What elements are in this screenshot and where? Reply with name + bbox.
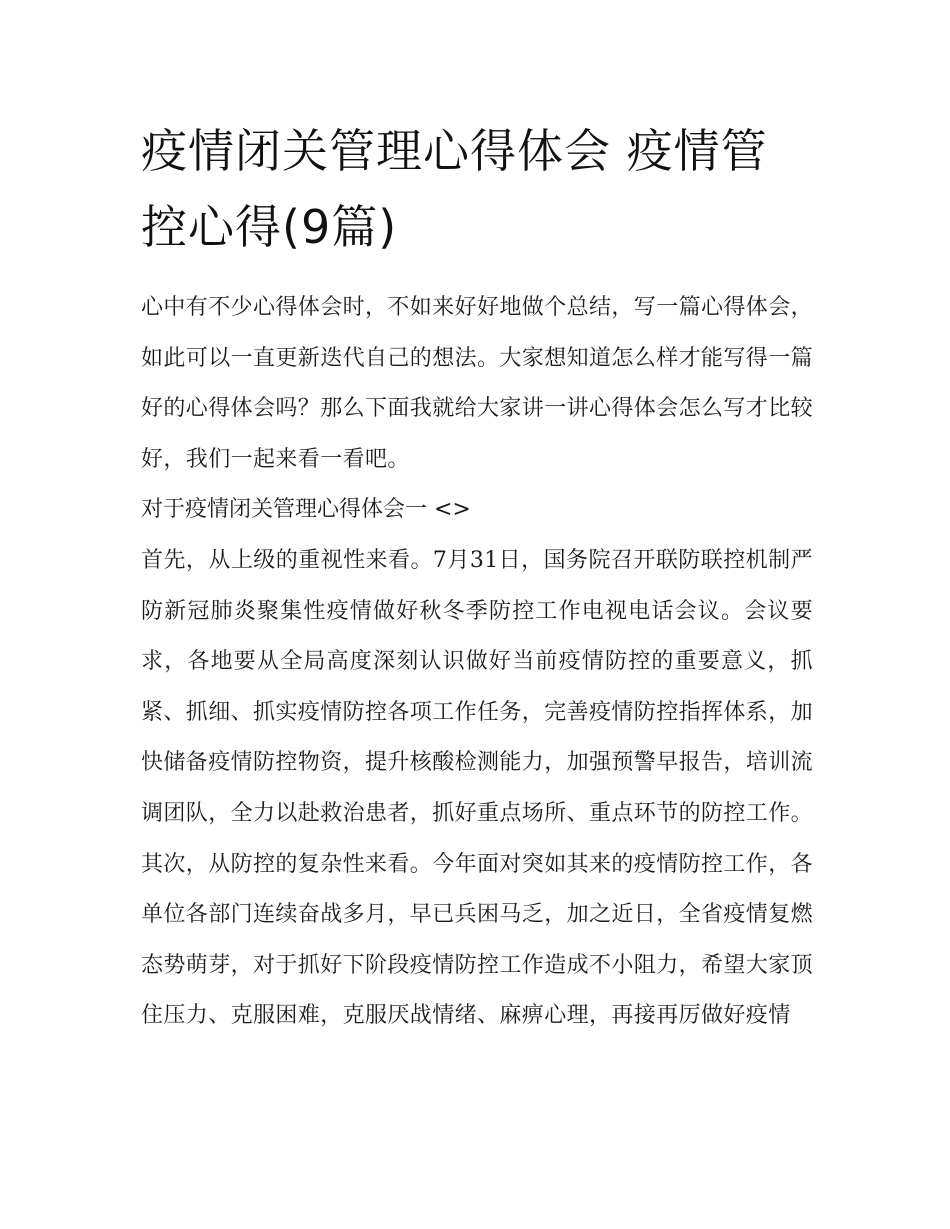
document-content [141, 113, 813, 1042]
document-title: 疫情闭关管理心得体会 疫情管控心得(9篇) [141, 124, 768, 254]
intro-paragraph: 心中有不少心得体会时，不如来好好地做个总结，写一篇心得体会，如此可以一直更新迭代自己的想法。大家想知道怎么样才能写得一篇好的心得体会吗？那么下面我就给大家讲一讲心得体会怎么写才比较好，我们一起来看一看吧。 [141, 295, 814, 472]
section-body-paragraph: 首先，从上级的重视性来看。7月31日，国务院召开联防联控机制严防新冠肺炎聚集性疫情做好秋冬季防控工作电视电话会议。会议要求，各地要从全局高度深刻认识做好当前疫情防控的重要意义，抓紧、抓细、抓实疫情防控各项工作任务，完善疫情防控指挥体系，加快储备疫情防控物资，提升核酸检测能力，加强预警早报告，培训流调团队，全力以赴救治患者，抓好重点场所、重点环节的防控工作。其次，从防控的复杂性来看。今年面对突如其来的疫情防控工作，各单位各部门连续奋战多月，早已兵困马乏，加之近日，全省疫情复燃态势萌芽，对于抓好下阶段疫情防控工作造成不小阻力，希望大家顶住压力、克服困难，克服厌战情绪、麻痹心理，再接再厉做好疫情 [141, 547, 814, 1029]
section-heading: 对于疫情闭关管理心得体会一 <> [141, 497, 471, 523]
